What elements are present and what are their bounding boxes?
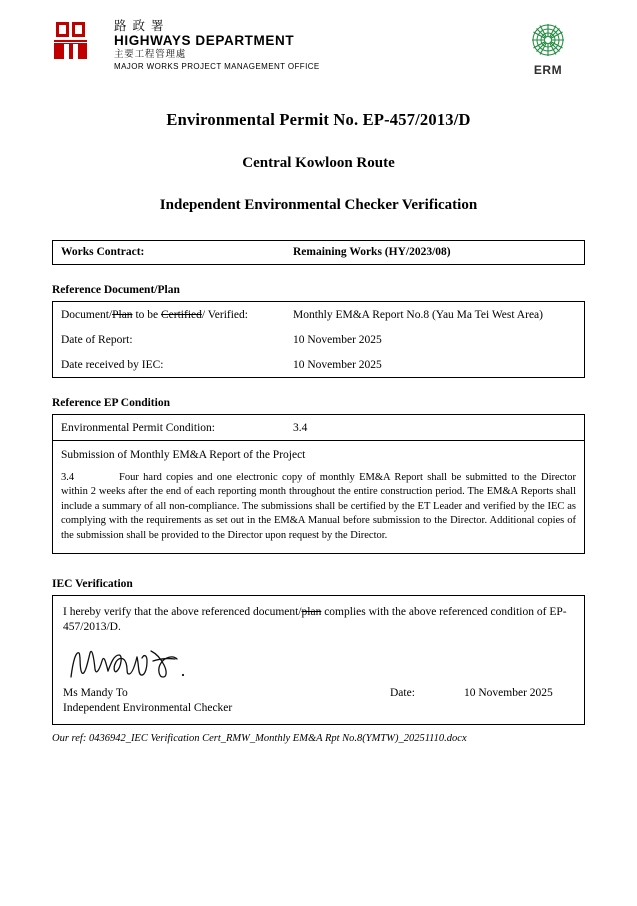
erm-identity [511,18,585,77]
title-block [52,110,585,214]
project-title: Central Kowloon Route [242,155,395,171]
doc-label-part2: to be [132,309,161,321]
works-contract-box [52,240,585,265]
reference-document-section-label: Reference Document/Plan [52,284,180,296]
doc-label-strike-certified: Certified [161,309,202,321]
reference-document-row [53,302,584,327]
department-text [114,18,320,72]
signature-date-value: 10 November 2025 [464,687,553,699]
dept-english: HIGHWAYS DEPARTMENT [114,33,295,48]
signer-name: Ms Mandy To [63,687,128,699]
works-contract-value: Remaining Works (HY/2023/08) [293,246,451,258]
doc-label-part3: / Verified: [201,309,248,321]
document-certified-value: Monthly EM&A Report No.8 (Yau Ma Tei West Area) [293,309,543,321]
signature-row [63,687,574,699]
reference-document-box [52,301,585,378]
iec-statement-strike-plan: plan [301,606,322,618]
date-of-report-label: Date of Report: [61,334,133,346]
condition-clause [61,471,576,544]
permit-title: Environmental Permit No. EP-457/2013/D [166,110,471,129]
permit-condition-row [53,415,584,441]
erm-label: ERM [533,63,563,77]
doc-label-part1: Document/ [61,309,113,321]
doc-label-strike-plan: Plan [112,309,133,321]
reference-condition-section-label: Reference EP Condition [52,397,170,409]
permit-condition-body [53,441,584,553]
signer-block [63,687,390,699]
date-of-report-row [53,327,584,352]
iec-statement-part1: I hereby verify that the above referenced document/ [63,606,302,618]
condition-clause-text: Four hard copies and one electronic copy of monthly EM&A Report shall be submitted to the Director within 2 weeks after the end of each reporting month throughout the entire construction period. The EM&A Reports shall include a summary of all non-compliance. The submissions shall be certified by the ET Leader and verified by the IEC as complying with the requirements as set out in the EM&A Manual before submission to the Director. Additional copies of the submission shall be provided to the Director upon request by the Director. [61,471,576,541]
our-ref-footer: Our ref: 0436942_IEC Verification Cert_RMW_Monthly EM&A Rpt No.8(YMTW)_20251110.docx [52,733,467,744]
date-received-label: Date received by IEC: [61,359,164,371]
date-of-report-value: 10 November 2025 [293,334,382,346]
iec-verification-section-label: IEC Verification [52,578,133,590]
reference-condition-box [52,414,585,554]
erm-logo-icon [526,18,570,62]
date-received-value: 10 November 2025 [293,359,382,371]
condition-subtitle: Submission of Monthly EM&A Report of the Project [61,449,306,461]
date-received-row [53,352,584,377]
dept-chinese: 路 政 署 [114,18,165,33]
signature-date-label: Date: [390,687,415,699]
handwritten-signature-icon [67,641,574,685]
department-identity [52,18,320,72]
document-title: Independent Environmental Checker Verification [159,197,478,213]
signer-role: Independent Environmental Checker [63,702,233,714]
iec-statement-part2: complies with the above referenced condition of EP-457/2013/D. [63,606,567,633]
iec-verification-box [52,595,585,725]
works-contract-label: Works Contract: [61,246,145,258]
permit-condition-label: Environmental Permit Condition: [61,422,215,434]
office-english: MAJOR WORKS PROJECT MANAGEMENT OFFICE [114,62,320,71]
permit-condition-value: 3.4 [293,422,308,434]
document-header [52,18,585,80]
document-certified-label [61,309,293,321]
office-chinese: 主要工程管理處 [114,49,187,60]
iec-statement [63,605,574,635]
highways-department-logo-icon [52,18,104,62]
condition-clause-number: 3.4 [61,471,75,483]
